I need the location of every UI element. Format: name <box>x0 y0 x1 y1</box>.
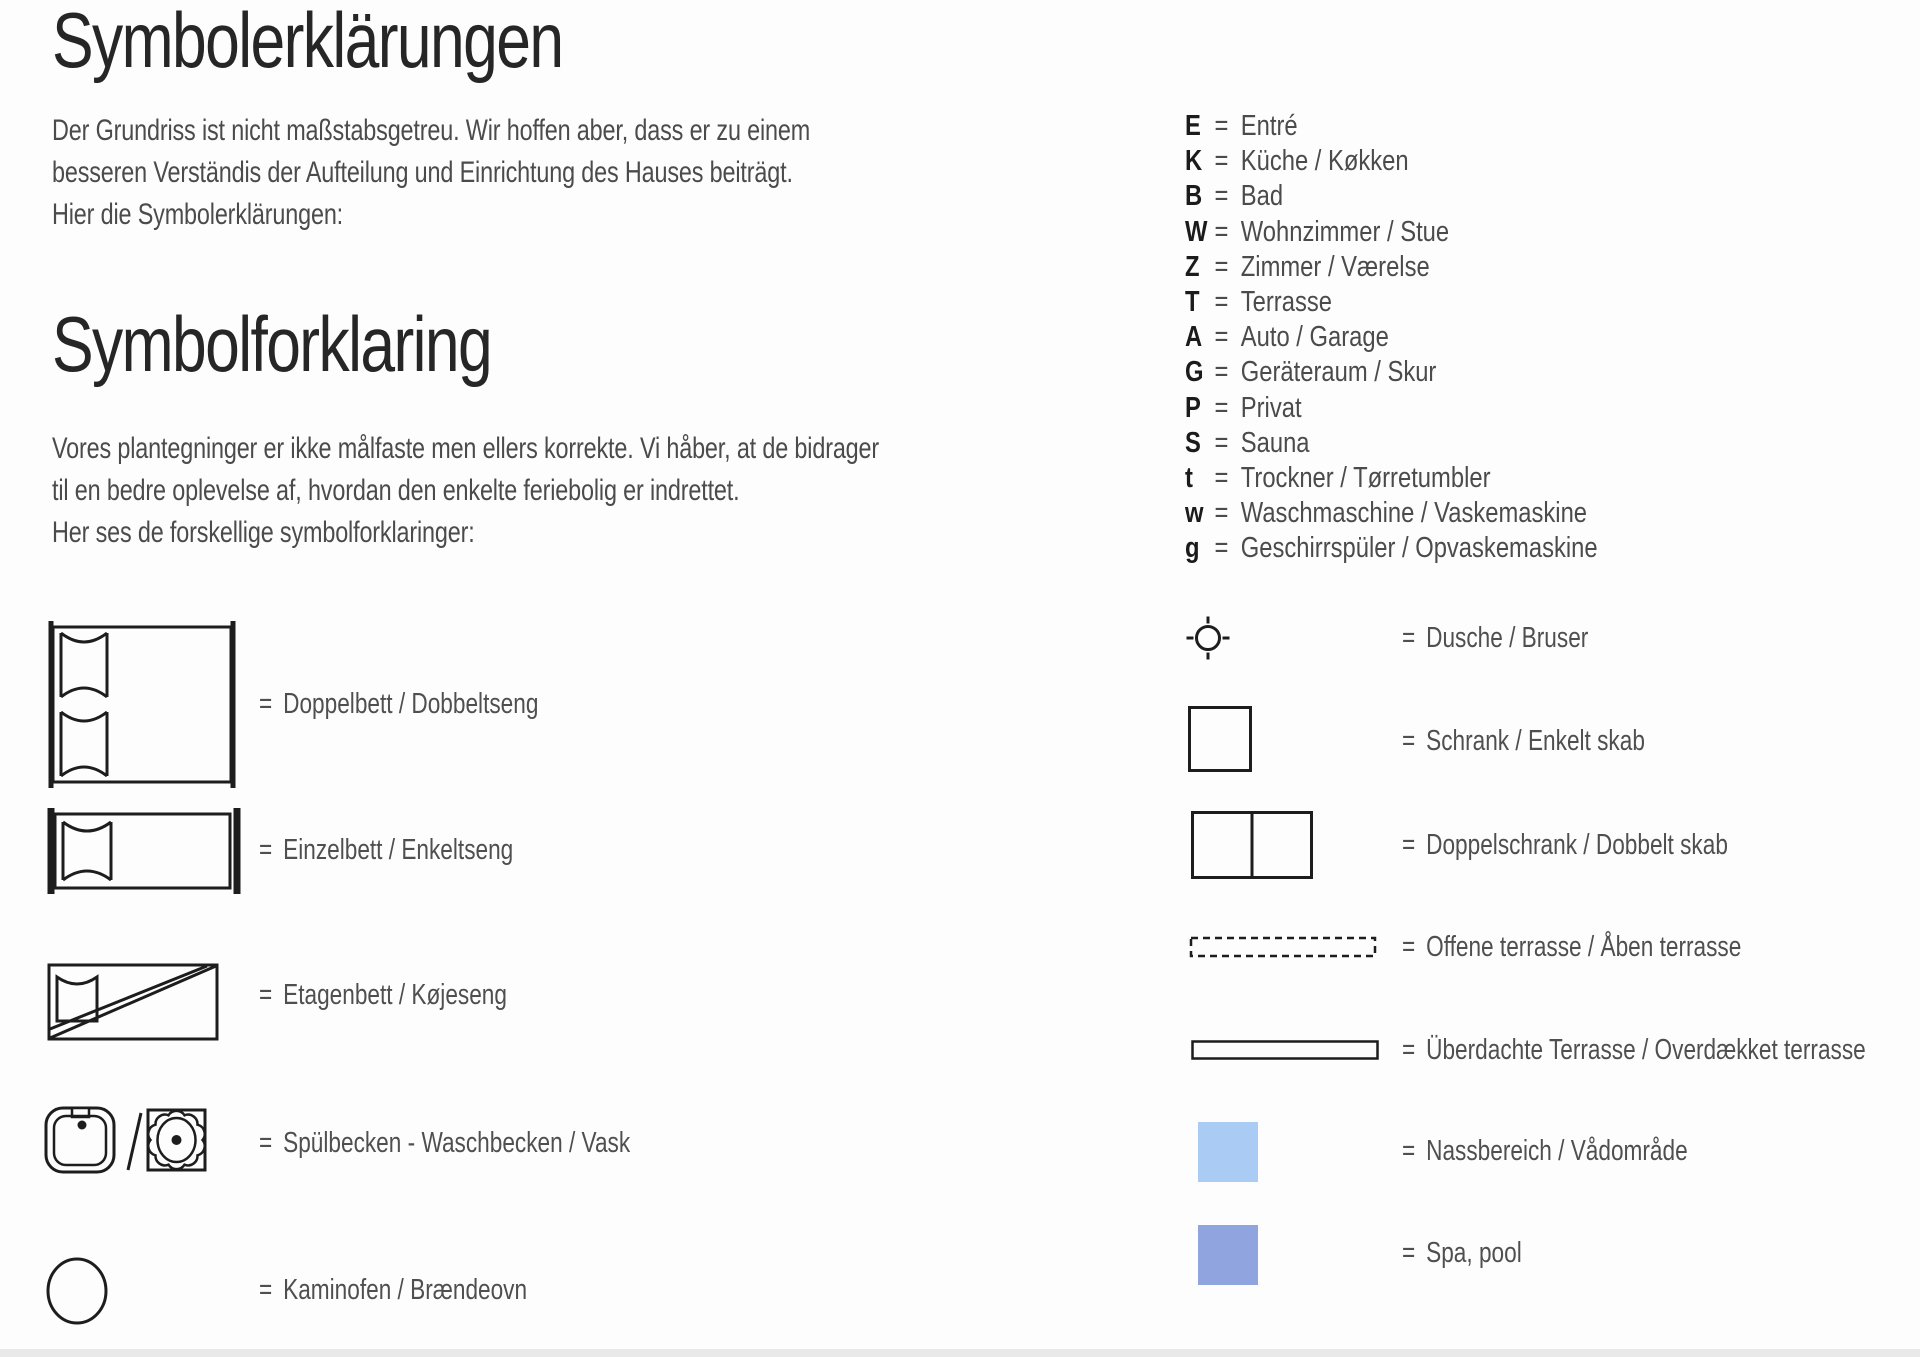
equals-sign: = <box>259 1274 273 1306</box>
wood-stove-icon <box>45 1256 109 1326</box>
double-wardrobe-icon <box>1191 811 1313 879</box>
sink-washbasin-label <box>259 1126 630 1161</box>
abbreviation-row <box>1185 179 1598 214</box>
intro-danish-line: til en bedre oplevelse af, hvordan den enkelte feriebolig er indrettet. <box>52 474 740 507</box>
abbr-letter: K <box>1185 145 1203 178</box>
bunk-bed-label <box>259 978 507 1013</box>
double-wardrobe-label <box>1402 828 1728 863</box>
label-text: Doppelbett / Dobbeltseng <box>283 688 539 720</box>
abbreviation-row <box>1185 250 1598 285</box>
abbreviation-row <box>1185 355 1598 390</box>
intro-german-line: besseren Verständis der Aufteilung und Einrichtung des Hauses beiträgt. <box>52 156 793 189</box>
equals-sign: = <box>259 979 273 1011</box>
intro-german-line: Hier die Symbolerklärungen: <box>52 198 344 231</box>
abbr-meaning: Entré <box>1240 110 1298 143</box>
abbreviation-row <box>1185 426 1598 461</box>
abbreviation-row <box>1185 391 1598 426</box>
page-title-danish: Symbolforklaring <box>52 300 492 388</box>
spa-pool-label <box>1402 1236 1522 1271</box>
double-bed-label <box>259 687 538 722</box>
abbreviation-row <box>1185 109 1598 144</box>
equals-sign: = <box>1402 622 1416 654</box>
abbr-meaning: Waschmaschine / Vaskemaskine <box>1240 497 1588 530</box>
wood-stove-label <box>259 1273 527 1308</box>
abbreviation-row <box>1185 496 1598 531</box>
equals-sign: = <box>1214 391 1229 424</box>
covered-terrace-icon <box>1191 1040 1379 1060</box>
equals-sign: = <box>1214 180 1229 213</box>
single-bed-icon <box>47 806 241 896</box>
abbreviation-row <box>1185 285 1598 320</box>
label-text: Spa, pool <box>1426 1237 1522 1269</box>
label-text: Etagenbett / Køjeseng <box>283 979 507 1011</box>
equals-sign: = <box>259 834 273 866</box>
equals-sign: = <box>1214 321 1229 354</box>
equals-sign: = <box>1214 426 1229 459</box>
abbreviation-row <box>1185 320 1598 355</box>
abbr-meaning: Bad <box>1240 180 1284 213</box>
page-title-german: Symbolerklärungen <box>52 0 563 84</box>
equals-sign: = <box>1214 461 1229 494</box>
intro-danish <box>52 428 879 554</box>
spa-pool-icon <box>1198 1225 1258 1285</box>
abbr-letter: E <box>1185 110 1201 143</box>
equals-sign: = <box>1214 145 1229 178</box>
equals-sign: = <box>1402 1237 1416 1269</box>
label-text: Doppelschrank / Dobbelt skab <box>1426 829 1728 861</box>
equals-sign: = <box>1402 931 1416 963</box>
abbreviation-list <box>1185 109 1598 566</box>
sink-washbasin-icon <box>44 1104 208 1176</box>
abbreviation-row <box>1185 144 1598 179</box>
intro-german <box>52 110 810 236</box>
equals-sign: = <box>1214 532 1229 565</box>
equals-sign: = <box>259 1127 273 1159</box>
abbr-meaning: Geschirrspüler / Opvaskemaskine <box>1240 532 1598 565</box>
wet-area-icon <box>1198 1122 1258 1182</box>
label-text: Dusche / Bruser <box>1426 622 1589 654</box>
open-terrace-icon <box>1189 936 1377 958</box>
covered-terrace-label <box>1402 1033 1866 1068</box>
abbr-meaning: Auto / Garage <box>1240 321 1389 354</box>
abbr-letter: w <box>1185 497 1204 530</box>
equals-sign: = <box>259 688 273 720</box>
equals-sign: = <box>1402 1034 1416 1066</box>
page-bottom-divider <box>0 1349 1920 1357</box>
abbr-meaning: Geräteraum / Skur <box>1240 356 1437 389</box>
intro-danish-line: Vores plantegninger er ikke målfaste men ellers korrekte. Vi håber, at de bidrager <box>52 432 880 465</box>
abbr-meaning: Zimmer / Værelse <box>1240 250 1430 283</box>
label-text: Spülbecken - Waschbecken / Vask <box>283 1127 631 1159</box>
abbr-letter: B <box>1185 180 1203 213</box>
abbr-letter: T <box>1185 286 1200 319</box>
open-terrace-label <box>1402 930 1741 965</box>
abbr-letter: Z <box>1185 250 1200 283</box>
abbr-meaning: Wohnzimmer / Stue <box>1240 215 1450 248</box>
equals-sign: = <box>1214 286 1229 319</box>
label-text: Nassbereich / Vådområde <box>1426 1135 1688 1167</box>
shower-label <box>1402 621 1588 656</box>
abbr-letter: A <box>1185 321 1203 354</box>
abbr-letter: g <box>1185 532 1200 565</box>
double-bed-icon <box>47 621 237 788</box>
intro-german-line: Der Grundriss ist nicht maßstabsgetreu. Wir hoffen aber, dass er zu einem <box>52 114 811 147</box>
abbr-letter: G <box>1185 356 1204 389</box>
shower-icon <box>1185 615 1231 661</box>
abbr-letter: P <box>1185 391 1201 424</box>
label-text: Überdachte Terrasse / Overdækket terrasse <box>1426 1034 1866 1066</box>
bunk-bed-icon <box>47 963 219 1041</box>
equals-sign: = <box>1214 110 1229 143</box>
equals-sign: = <box>1214 356 1229 389</box>
abbr-meaning: Trockner / Tørretumbler <box>1240 461 1491 494</box>
equals-sign: = <box>1402 829 1416 861</box>
single-wardrobe-label <box>1402 724 1645 759</box>
abbr-meaning: Küche / Køkken <box>1240 145 1409 178</box>
label-text: Einzelbett / Enkeltseng <box>283 834 514 866</box>
abbreviation-row <box>1185 531 1598 566</box>
abbreviation-row <box>1185 215 1598 250</box>
abbr-meaning: Privat <box>1240 391 1302 424</box>
abbr-meaning: Sauna <box>1240 426 1310 459</box>
single-bed-label <box>259 833 513 868</box>
label-text: Schrank / Enkelt skab <box>1426 725 1645 757</box>
equals-sign: = <box>1402 1135 1416 1167</box>
label-text: Offene terrasse / Åben terrasse <box>1426 931 1742 963</box>
label-text: Kaminofen / Brændeovn <box>283 1274 528 1306</box>
abbr-letter: W <box>1185 215 1208 248</box>
equals-sign: = <box>1214 250 1229 283</box>
abbr-letter: S <box>1185 426 1201 459</box>
wet-area-label <box>1402 1134 1688 1169</box>
equals-sign: = <box>1402 725 1416 757</box>
equals-sign: = <box>1214 215 1229 248</box>
equals-sign: = <box>1214 497 1229 530</box>
intro-danish-line: Her ses de forskellige symbolforklaringer: <box>52 516 475 549</box>
single-wardrobe-icon <box>1188 706 1252 772</box>
abbr-meaning: Terrasse <box>1240 286 1332 319</box>
abbreviation-row <box>1185 461 1598 496</box>
abbr-letter: t <box>1185 461 1193 494</box>
